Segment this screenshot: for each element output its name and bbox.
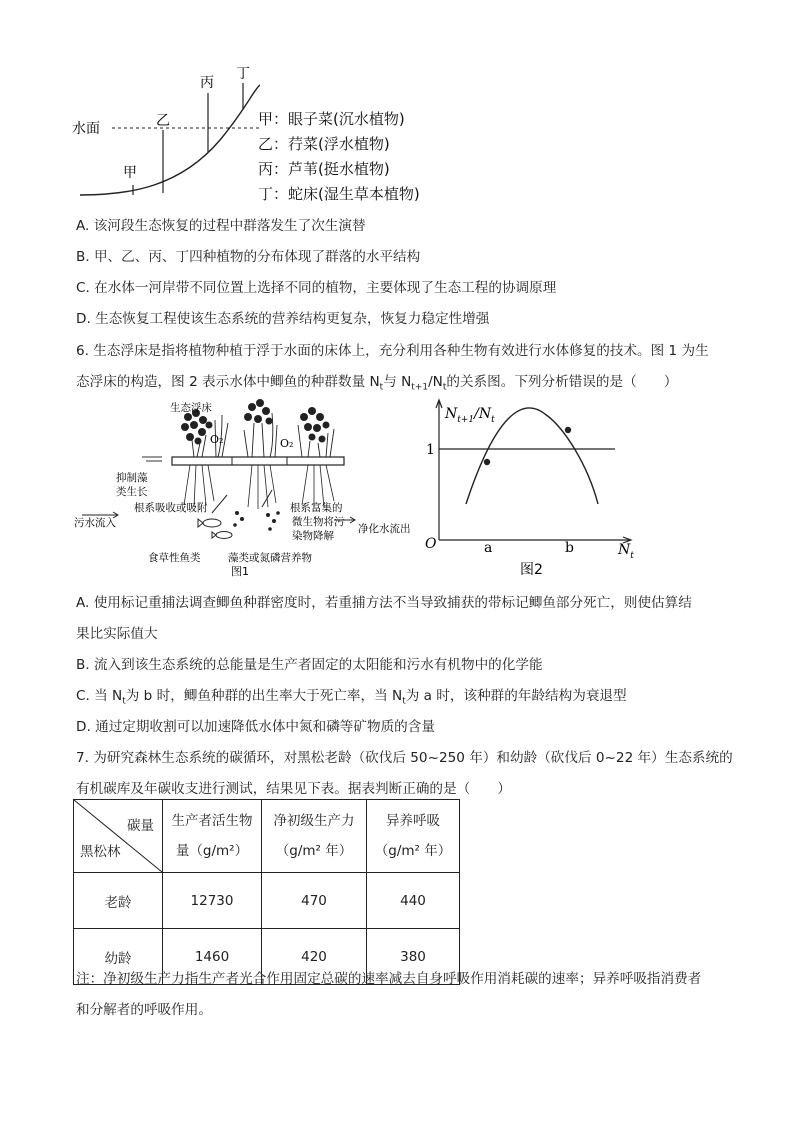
plant-yi-label: 乙 [156, 113, 170, 129]
cell-old-respiration: 440 [367, 873, 460, 929]
table-header-respiration: 异养呼吸 （g/m² 年） [367, 800, 460, 873]
table-corner-cell [74, 800, 163, 873]
plant-bing-label: 丙 [200, 75, 214, 91]
inflow-label: 污水流入 [74, 517, 116, 529]
algae-label-line2: 类生长 [116, 486, 148, 498]
root-micro-label-line2: 微生物将污 [292, 516, 345, 528]
algae-label-line1: 抑制藻 [116, 472, 148, 484]
bank-profile-figure [70, 55, 260, 205]
fish-label: 食草性鱼类 [148, 552, 201, 564]
y-tick-1: 1 [426, 442, 435, 458]
plant-cluster-middle [244, 399, 273, 425]
row-label-young: 幼龄 [74, 929, 163, 985]
cell-old-biomass: 12730 [163, 873, 262, 929]
legend-item-yi: 乙：荇菜(浮水植物) [258, 135, 390, 153]
nutrient-dots [233, 511, 280, 531]
figure1-floating-bed [72, 395, 422, 580]
point-b [565, 427, 571, 433]
x-axis-label: $N_t$ [618, 542, 634, 561]
figure1-caption: 图1 [231, 565, 249, 578]
corner-top-label: 碳量 [127, 818, 154, 834]
bank-profile-curve [80, 85, 260, 195]
q5-option-b: B. 甲、乙、丙、丁四种植物的分布体现了群落的水平结构 [76, 249, 421, 265]
q7-data-table [73, 799, 460, 985]
origin-label: O [425, 536, 437, 552]
q6-option-a: A. 使用标记重捕法调查鲫鱼种群密度时，若重捕方法不当导致捕获的带标记鲫鱼部分死亡，则使估算结 [76, 595, 692, 611]
q6-option-b: B. 流入到该生态系统的总能量是生产者固定的太阳能和污水有机物中的化学能 [76, 657, 543, 673]
q6-stem-line1: 6. 生态浮床是指将植物种植于浮于水面的床体上，充分利用各种生物有效进行水体修复的技术。图 1 为生 [76, 343, 709, 359]
floating-bed-platform [172, 457, 344, 465]
q5-option-d: D. 生态恢复工程使该生态系统的营养结构更复杂，恢复力稳定性增强 [76, 311, 490, 327]
y-axis-label: $N_{t+1}/N_t$ [445, 406, 495, 425]
figure2-caption: 图2 [520, 562, 543, 578]
plant-jia-label: 甲 [123, 165, 137, 181]
legend-item-ding: 丁：蛇床(湿生草本植物) [258, 185, 420, 203]
table-header-npp: 净初级生产力 （g/m² 年） [262, 800, 367, 873]
nutrients-label: 藻类或氮磷营养物 [228, 552, 312, 564]
q6-option-a-cont: 果比实际值大 [76, 626, 158, 642]
figure2-chart [420, 396, 640, 580]
table-header-biomass: 生产者活生物 量（g/m²） [163, 800, 262, 873]
plant-cluster-right [300, 407, 330, 443]
cell-young-biomass: 1460 [163, 929, 262, 985]
legend-item-bing: 丙：芦苇(挺水植物) [258, 160, 390, 178]
o2-label-right: O₂ [280, 437, 294, 450]
q6-option-c: C. 当 $N_t$为 b 时，鲫鱼种群的出生率大于死亡率，当 $N_t$为 a 时，该种群的年龄结构为衰退型 [76, 688, 627, 707]
q6-stem-line2: 态浮床的构造，图 2 表示水体中鲫鱼的种群数量 $N_t$与 $N_{t+1}/N_t$的关系图。下列分析错误的是（ ） [76, 374, 678, 393]
x-tick-a: a [484, 540, 493, 556]
water-surface-label: 水面 [72, 121, 100, 137]
table-row [74, 873, 460, 929]
corner-bottom-label: 黑松林 [80, 844, 121, 860]
plant-cluster-left [181, 409, 213, 445]
cell-young-respiration: 380 [367, 929, 460, 985]
o2-label-left: O₂ [210, 433, 224, 446]
q7-note-line1: 注：净初级生产力指生产者光合作用固定总碳的速率减去自身呼吸作用消耗碳的速率；异养呼吸指消费者 [76, 971, 702, 987]
row-label-old: 老龄 [74, 873, 163, 929]
q6-option-d: D. 通过定期收割可以加速降低水体中氮和磷等矿物质的含量 [76, 719, 435, 735]
outflow-label: 净化水流出 [358, 523, 411, 535]
x-tick-b: b [565, 540, 574, 556]
point-a [484, 459, 490, 465]
cell-young-npp: 420 [262, 929, 367, 985]
root-absorb-label: 根系吸收或吸附 [134, 502, 208, 514]
root-micro-label-line3: 染物降解 [292, 530, 334, 542]
root-micro-label-line1: 根系富集的 [290, 502, 343, 514]
fish-icon [198, 519, 232, 539]
q5-option-c: C. 在水体一河岸带不同位置上选择不同的植物，主要体现了生态工程的协调原理 [76, 280, 557, 296]
q7-note-line2: 和分解者的呼吸作用。 [76, 1002, 212, 1018]
q7-stem-line1: 7. 为研究森林生态系统的碳循环，对黑松老龄（砍伐后 50~250 年）和幼龄（砍伐后 0~22 年）生态系统的 [76, 750, 733, 766]
floating-bed-label: 生态浮床 [170, 402, 212, 414]
legend-item-jia: 甲：眼子菜(沉水植物) [258, 110, 405, 128]
q5-option-a: A. 该河段生态恢复的过程中群落发生了次生演替 [76, 218, 366, 234]
cell-old-npp: 470 [262, 873, 367, 929]
q7-stem-line2: 有机碳库及年碳收支进行测试，结果见下表。据表判断正确的是（ ） [76, 781, 511, 797]
plant-ding-label: 丁 [236, 66, 250, 82]
ratio-curve [466, 408, 598, 504]
